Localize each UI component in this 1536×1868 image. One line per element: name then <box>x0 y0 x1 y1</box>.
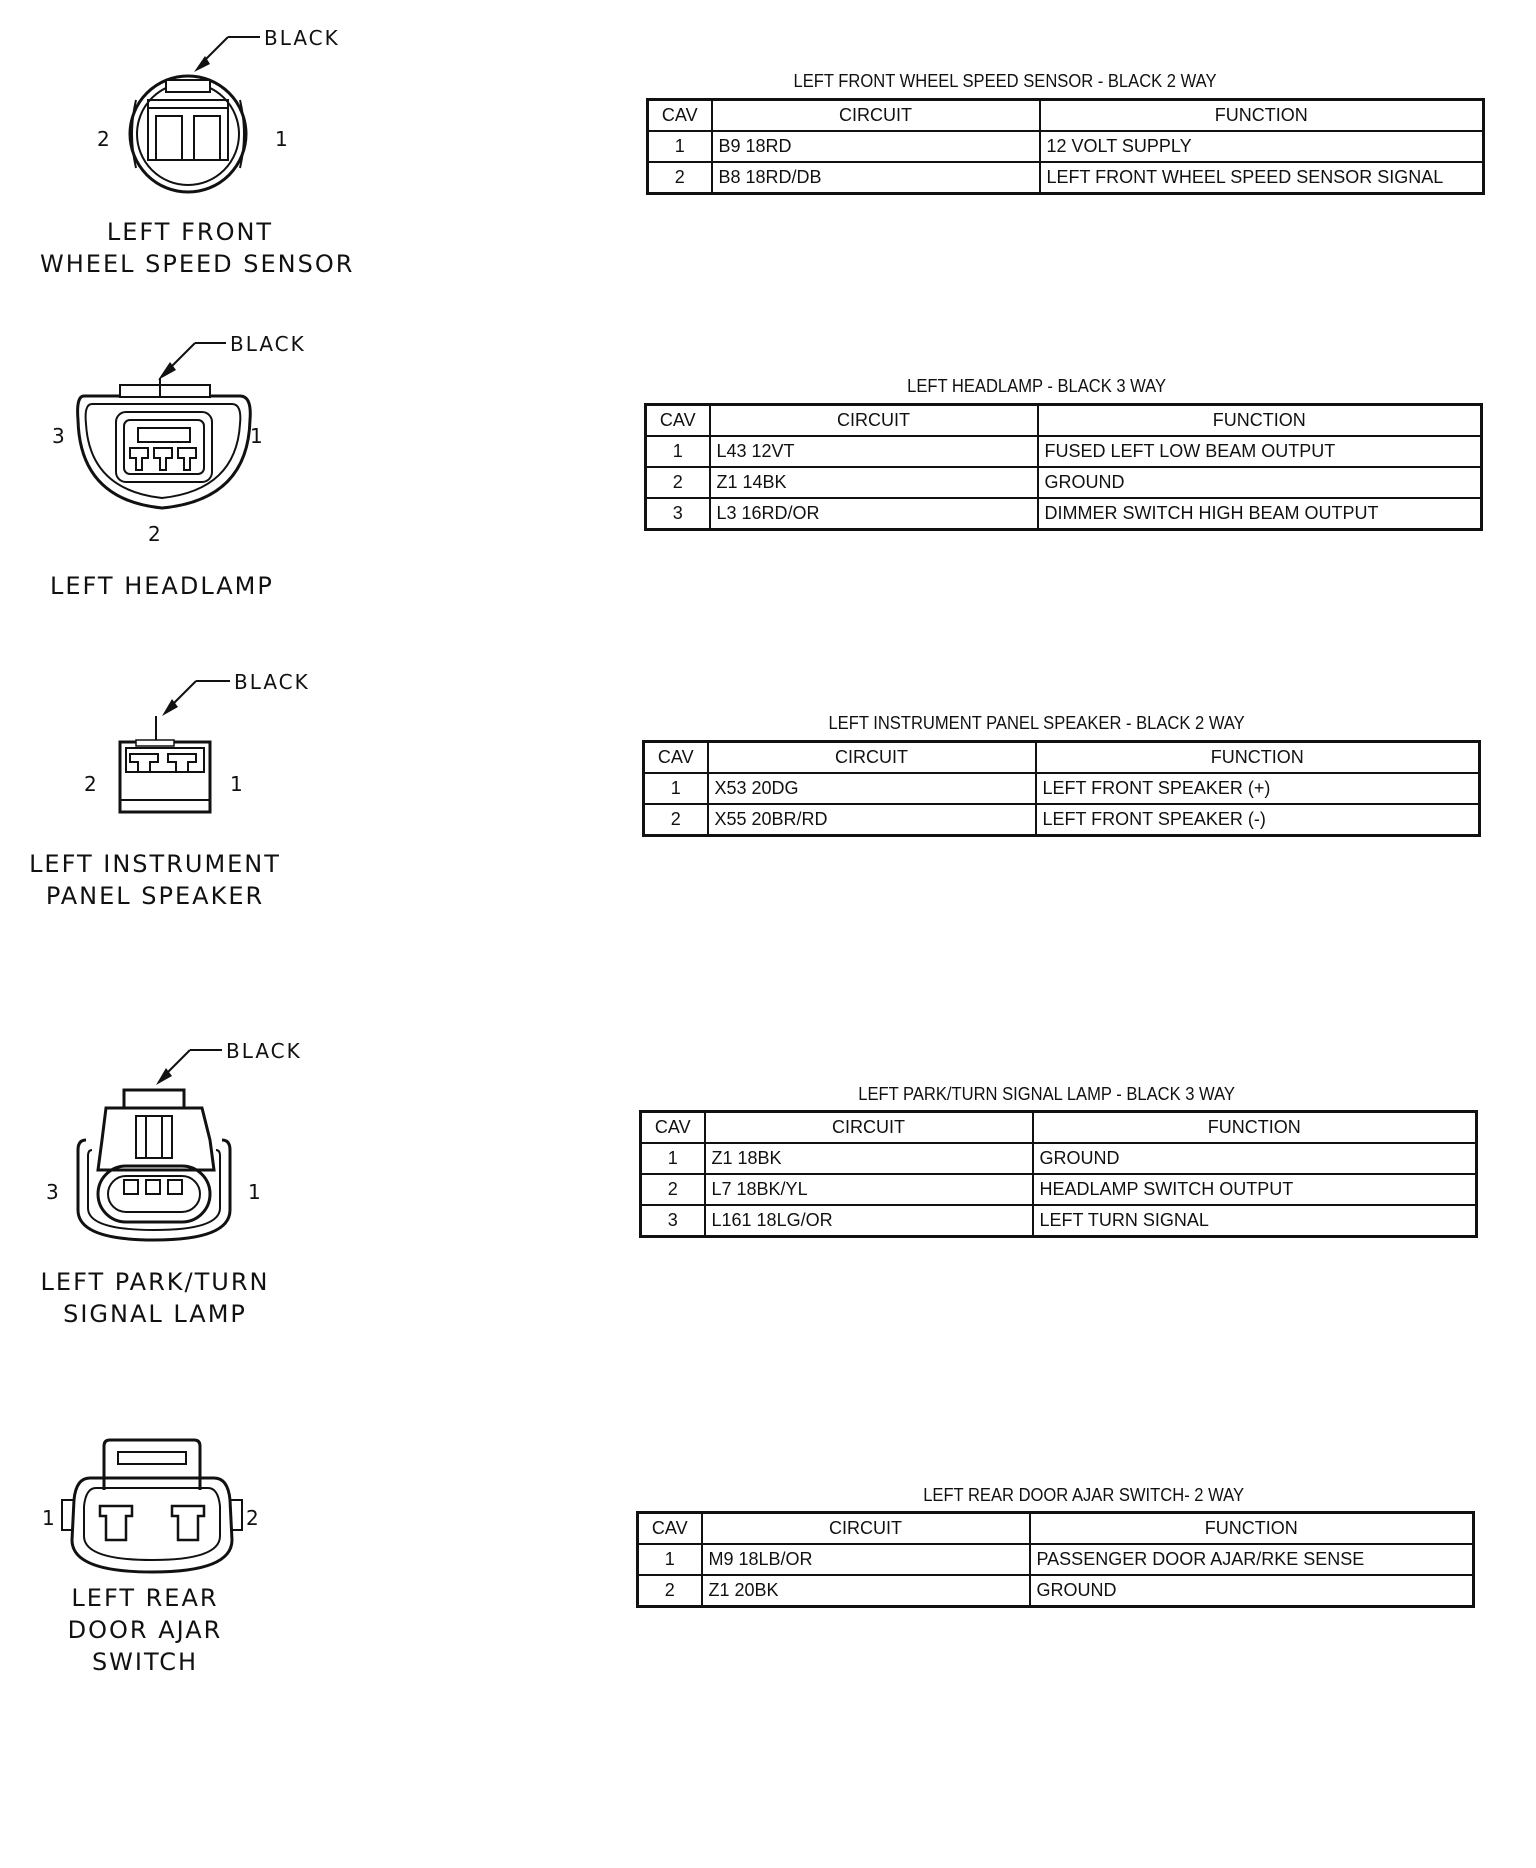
l-headlamp-pin-label: 2 <box>148 522 161 546</box>
lr-door-ajar-connector-drawing <box>0 0 355 1700</box>
l-park-turn-color-label: BLACK <box>226 1039 302 1063</box>
circuit-cell: Z1 18BK <box>705 1143 1033 1174</box>
lf-wss-pin-label: 2 <box>97 127 110 151</box>
col-header-circuit: CIRCUIT <box>702 1513 1030 1545</box>
circuit-cell: Z1 14BK <box>710 467 1038 498</box>
l-park-turn-pin-label: 1 <box>248 1180 261 1204</box>
cav-cell: 2 <box>648 162 712 194</box>
label-line: LEFT FRONT <box>106 218 274 246</box>
col-header-function: FUNCTION <box>1036 742 1480 774</box>
lr-door-ajar-pin-label: 1 <box>42 1506 55 1530</box>
l-headlamp-pin-label: 1 <box>250 424 263 448</box>
l-headlamp-color-label: BLACK <box>230 332 306 356</box>
label-line: LEFT REAR <box>71 1584 219 1612</box>
label-line: PANEL SPEAKER <box>45 882 265 910</box>
col-header-circuit: CIRCUIT <box>710 405 1038 437</box>
lr-door-ajar-table-title: LEFT REAR DOOR AJAR SWITCH- 2 WAY <box>923 1485 1245 1505</box>
l-headlamp-pin-label: 3 <box>52 424 65 448</box>
label-line: LEFT HEADLAMP <box>50 572 274 600</box>
lf-wss-color-label: BLACK <box>264 26 340 50</box>
label-line: WHEEL SPEED SENSOR <box>40 250 355 278</box>
label-line: SWITCH <box>91 1648 199 1676</box>
l-ip-speaker-pin-label: 2 <box>84 772 97 796</box>
cav-cell: 3 <box>646 498 710 530</box>
col-header-cav: CAV <box>648 100 712 132</box>
circuit-cell: L43 12VT <box>710 436 1038 467</box>
table-row <box>638 1544 1474 1575</box>
circuit-cell: B9 18RD <box>712 131 1040 162</box>
l-park-turn-table-title: LEFT PARK/TURN SIGNAL LAMP - BLACK 3 WAY <box>858 1084 1235 1104</box>
cav-cell: 1 <box>638 1544 702 1575</box>
label-line: SIGNAL LAMP <box>63 1300 247 1328</box>
lf-wss-pin-label: 1 <box>275 127 288 151</box>
col-header-function: FUNCTION <box>1033 1112 1477 1144</box>
col-header-cav: CAV <box>646 405 710 437</box>
cav-cell: 2 <box>644 804 708 836</box>
circuit-cell: X55 20BR/RD <box>708 804 1036 836</box>
function-cell: 12 VOLT SUPPLY <box>1040 131 1484 162</box>
function-cell: LEFT FRONT WHEEL SPEED SENSOR SIGNAL <box>1040 162 1484 194</box>
cav-cell: 1 <box>648 131 712 162</box>
l-ip-speaker-pin-label: 1 <box>230 772 243 796</box>
circuit-cell: X53 20DG <box>708 773 1036 804</box>
label-line: LEFT PARK/TURN <box>40 1268 270 1296</box>
label-line: DOOR AJAR <box>67 1616 223 1644</box>
cav-cell: 1 <box>644 773 708 804</box>
function-cell: LEFT FRONT SPEAKER (-) <box>1036 804 1480 836</box>
lr-door-ajar-pin-label: 2 <box>246 1506 259 1530</box>
function-cell: GROUND <box>1030 1575 1474 1607</box>
circuit-cell: L3 16RD/OR <box>710 498 1038 530</box>
lr-door-ajar-pin-table <box>636 1511 1475 1608</box>
circuit-cell: Z1 20BK <box>702 1575 1030 1607</box>
col-header-function: FUNCTION <box>1040 100 1484 132</box>
table-row <box>638 1575 1474 1607</box>
circuit-cell: M9 18LB/OR <box>702 1544 1030 1575</box>
cav-cell: 3 <box>641 1205 705 1237</box>
cav-cell: 2 <box>646 467 710 498</box>
lr-door-ajar-connector-name <box>20 1582 270 1678</box>
l-headlamp-table-title: LEFT HEADLAMP - BLACK 3 WAY <box>907 376 1167 396</box>
circuit-cell: B8 18RD/DB <box>712 162 1040 194</box>
function-cell: PASSENGER DOOR AJAR/RKE SENSE <box>1030 1544 1474 1575</box>
circuit-cell: L161 18LG/OR <box>705 1205 1033 1237</box>
cav-cell: 1 <box>641 1143 705 1174</box>
col-header-cav: CAV <box>641 1112 705 1144</box>
col-header-circuit: CIRCUIT <box>712 100 1040 132</box>
cav-cell: 2 <box>638 1575 702 1607</box>
function-cell: LEFT TURN SIGNAL <box>1033 1205 1477 1237</box>
col-header-function: FUNCTION <box>1030 1513 1474 1545</box>
col-header-cav: CAV <box>644 742 708 774</box>
l-ip-speaker-table-title: LEFT INSTRUMENT PANEL SPEAKER - BLACK 2 WAY <box>828 713 1245 733</box>
l-park-turn-pin-label: 3 <box>46 1180 59 1204</box>
table-header-row <box>638 1513 1474 1545</box>
label-line: LEFT INSTRUMENT <box>29 850 281 878</box>
col-header-function: FUNCTION <box>1038 405 1482 437</box>
function-cell: LEFT FRONT SPEAKER (+) <box>1036 773 1480 804</box>
cav-cell: 2 <box>641 1174 705 1205</box>
function-cell: GROUND <box>1038 467 1482 498</box>
col-header-circuit: CIRCUIT <box>705 1112 1033 1144</box>
l-ip-speaker-color-label: BLACK <box>234 670 310 694</box>
cav-cell: 1 <box>646 436 710 467</box>
lf-wss-table-title: LEFT FRONT WHEEL SPEED SENSOR - BLACK 2 WAY <box>793 71 1217 91</box>
function-cell: FUSED LEFT LOW BEAM OUTPUT <box>1038 436 1482 467</box>
col-header-cav: CAV <box>638 1513 702 1545</box>
function-cell: GROUND <box>1033 1143 1477 1174</box>
function-cell: DIMMER SWITCH HIGH BEAM OUTPUT <box>1038 498 1482 530</box>
col-header-circuit: CIRCUIT <box>708 742 1036 774</box>
function-cell: HEADLAMP SWITCH OUTPUT <box>1033 1174 1477 1205</box>
circuit-cell: L7 18BK/YL <box>705 1174 1033 1205</box>
